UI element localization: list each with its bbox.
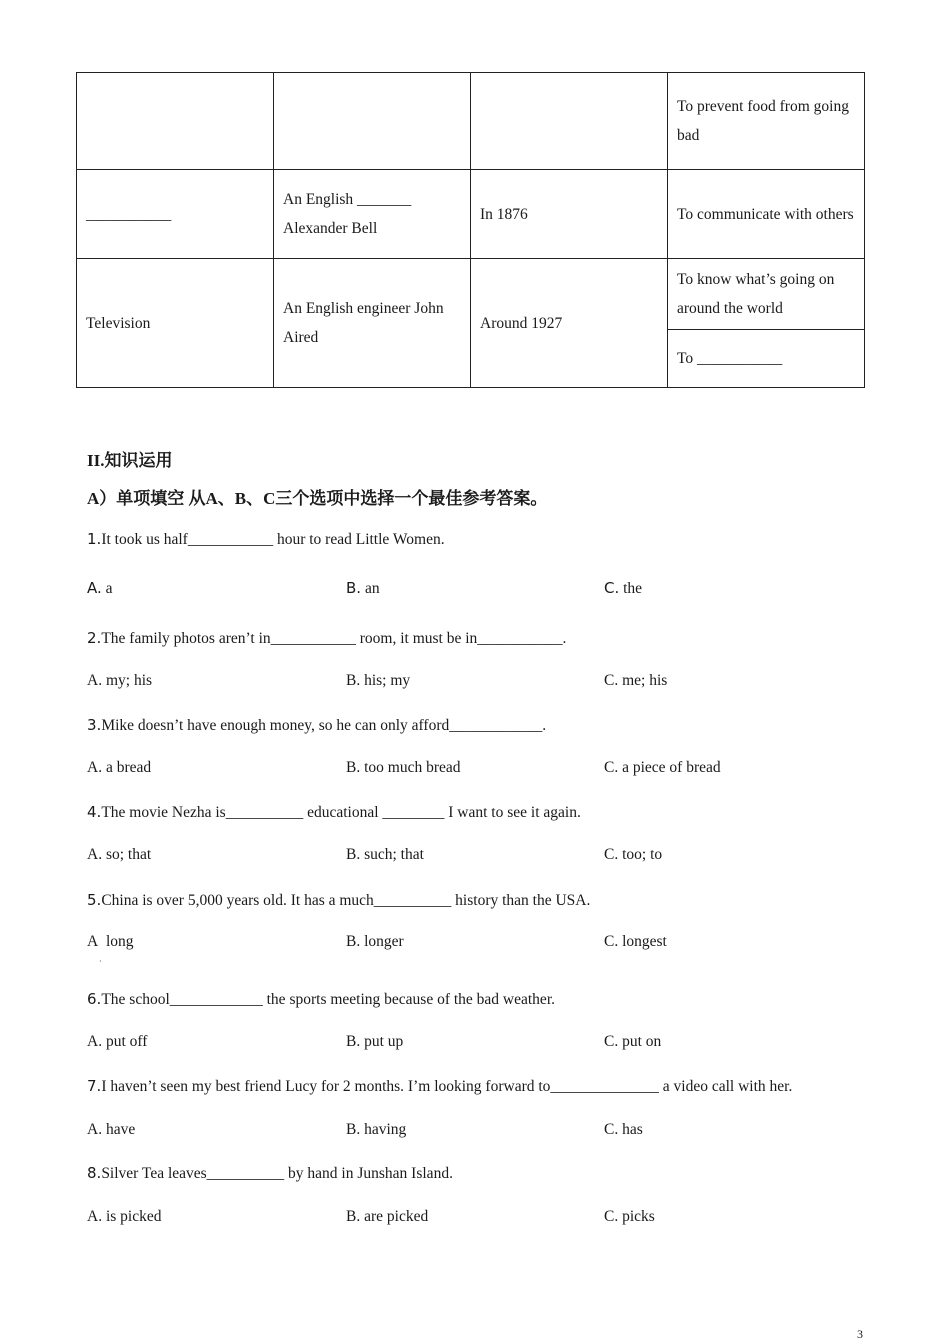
table-cell: Around 1927 bbox=[471, 259, 668, 388]
question-text: China is over 5,000 years old. It has a much__________ history than the USA. bbox=[101, 892, 591, 909]
question-1 bbox=[87, 530, 445, 549]
option-a[interactable]: A. my; his bbox=[87, 672, 153, 689]
option-c[interactable]: C. has bbox=[604, 1121, 643, 1138]
option-b[interactable]: B. put up bbox=[346, 1033, 404, 1050]
inventions-table bbox=[76, 72, 865, 388]
question-number: 6. bbox=[87, 990, 102, 1008]
option-a[interactable]: A. put off bbox=[87, 1033, 148, 1050]
section-title: II.知识运用 bbox=[87, 451, 173, 470]
question-2 bbox=[87, 629, 566, 648]
question-text: The school____________ the sports meeting because of the bad weather. bbox=[101, 991, 555, 1008]
table-cell: Television bbox=[77, 259, 274, 388]
table-cell bbox=[77, 73, 274, 170]
question-text: The movie Nezha is__________ educational ________ I want to see it again. bbox=[101, 804, 581, 821]
option-a[interactable]: A. a bread bbox=[87, 759, 152, 776]
question-8 bbox=[87, 1164, 453, 1183]
option-c[interactable]: C. me; his bbox=[604, 672, 668, 689]
table-cell: An English _______ Alexander Bell bbox=[274, 170, 471, 259]
option-b[interactable]: B. an bbox=[346, 579, 380, 597]
question-5 bbox=[87, 891, 590, 910]
option-a[interactable]: A. so; that bbox=[87, 846, 152, 863]
table-cell bbox=[274, 73, 471, 170]
option-b[interactable]: B. such; that bbox=[346, 846, 424, 863]
table-cell: To know what’s going on around the world bbox=[668, 259, 865, 330]
question-number: 7. bbox=[87, 1077, 102, 1095]
question-text: Mike doesn’t have enough money, so he can only afford____________. bbox=[101, 717, 547, 734]
option-b[interactable]: B. longer bbox=[346, 933, 404, 950]
question-7 bbox=[87, 1077, 792, 1096]
option-c[interactable]: C. the bbox=[604, 579, 643, 597]
question-number: 1. bbox=[87, 530, 102, 548]
question-4 bbox=[87, 803, 581, 822]
stray-mark: · bbox=[99, 957, 102, 966]
question-number: 5. bbox=[87, 891, 102, 909]
option-a[interactable]: A long bbox=[87, 933, 134, 950]
question-3 bbox=[87, 716, 546, 735]
option-a[interactable]: A. a bbox=[87, 579, 113, 597]
table-cell: To ___________ bbox=[668, 330, 865, 388]
table-cell bbox=[471, 73, 668, 170]
question-number: 4. bbox=[87, 803, 102, 821]
question-text: The family photos aren’t in___________ room, it must be in___________. bbox=[101, 630, 567, 647]
section-subtitle: A）单项填空 从A、B、C三个选项中选择一个最佳参考答案。 bbox=[87, 489, 548, 508]
option-c[interactable]: C. put on bbox=[604, 1033, 662, 1050]
option-a[interactable]: A. have bbox=[87, 1121, 136, 1138]
question-text: Silver Tea leaves__________ by hand in Junshan Island. bbox=[101, 1165, 453, 1182]
question-number: 8. bbox=[87, 1164, 102, 1182]
option-c[interactable]: C. a piece of bread bbox=[604, 759, 721, 776]
question-text: I haven’t seen my best friend Lucy for 2 months. I’m looking forward to______________ a video call with her. bbox=[101, 1078, 793, 1095]
option-c[interactable]: C. too; to bbox=[604, 846, 663, 863]
question-number: 3. bbox=[87, 716, 102, 734]
table-cell: In 1876 bbox=[471, 170, 668, 259]
table-cell: To prevent food from going bad bbox=[668, 73, 865, 170]
question-number: 2. bbox=[87, 629, 102, 647]
table-cell: To communicate with others bbox=[668, 170, 865, 259]
question-6 bbox=[87, 990, 555, 1009]
option-b[interactable]: B. his; my bbox=[346, 672, 411, 689]
page-number: 3 bbox=[857, 1327, 863, 1341]
table-cell: An English engineer John Aired bbox=[274, 259, 471, 388]
option-b[interactable]: B. having bbox=[346, 1121, 407, 1138]
option-c[interactable]: C. longest bbox=[604, 933, 667, 950]
option-b[interactable]: B. are picked bbox=[346, 1208, 429, 1225]
question-text: It took us half___________ hour to read Little Women. bbox=[101, 531, 445, 548]
option-c[interactable]: C. picks bbox=[604, 1208, 655, 1225]
option-b[interactable]: B. too much bread bbox=[346, 759, 461, 776]
option-a[interactable]: A. is picked bbox=[87, 1208, 162, 1225]
table-cell: ___________ bbox=[77, 170, 274, 259]
